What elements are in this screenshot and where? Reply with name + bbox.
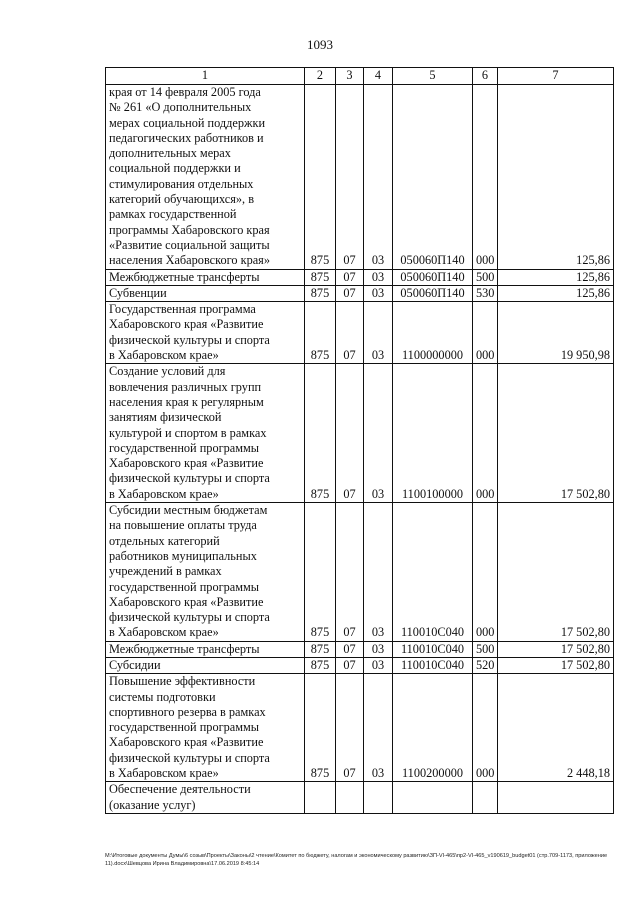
cell-item-name bbox=[106, 503, 305, 642]
cell-subsection: 03 bbox=[364, 285, 393, 301]
item-name-line: социальной поддержки и bbox=[109, 161, 241, 176]
cell-expense-type: 500 bbox=[473, 269, 498, 285]
cell-grbs: 875 bbox=[305, 503, 336, 642]
budget-table bbox=[105, 67, 614, 814]
item-name-line: Хабаровского края «Развитие bbox=[109, 735, 264, 750]
document-path-footer: M:\Итоговые документы Думы\6 созыв\Проекты\Законы\2 чтение\Комитет по бюджету, налогам и экономическому развитию\ЗП-VI-465\пр2-VI-465_v190619_budget01 (стр.709-1173, приложение 11).docx\Шевцова Ирина Владимировна\17.06.2019 8:45:14 bbox=[105, 853, 608, 867]
item-name-line: Субсидии местным бюджетам bbox=[109, 503, 268, 518]
cell-target-article: 1100000000 bbox=[393, 302, 473, 364]
table-row bbox=[106, 641, 614, 657]
cell-amount bbox=[498, 782, 614, 814]
cell-subsection: 03 bbox=[364, 503, 393, 642]
cell-grbs: 875 bbox=[305, 85, 336, 270]
cell-grbs: 875 bbox=[305, 674, 336, 782]
item-name-line: Обеспечение деятельности bbox=[109, 782, 251, 797]
cell-subsection bbox=[364, 782, 393, 814]
cell-subsection: 03 bbox=[364, 85, 393, 270]
cell-subsection: 03 bbox=[364, 674, 393, 782]
table-row bbox=[106, 503, 614, 642]
cell-expense-type: 500 bbox=[473, 641, 498, 657]
item-name-line: физической культуры и спорта bbox=[109, 471, 270, 486]
cell-target-article: 110010С040 bbox=[393, 641, 473, 657]
item-name-line: государственной программы bbox=[109, 440, 260, 455]
item-name-line: категорий обучающихся», в bbox=[109, 192, 255, 207]
table-header bbox=[106, 68, 614, 85]
item-name-line: Субвенции bbox=[109, 285, 167, 300]
cell-item-name bbox=[106, 657, 305, 673]
item-name-line: физической культуры и спорта bbox=[109, 750, 270, 765]
item-name-line: Хабаровского края «Развитие bbox=[109, 456, 264, 471]
cell-amount: 125,86 bbox=[498, 285, 614, 301]
cell-amount: 17 502,80 bbox=[498, 503, 614, 642]
item-name-line: Создание условий для bbox=[109, 364, 226, 379]
header-row bbox=[106, 68, 614, 85]
item-name-line: системы подготовки bbox=[109, 689, 216, 704]
cell-amount: 17 502,80 bbox=[498, 657, 614, 673]
cell-target-article: 1100200000 bbox=[393, 674, 473, 782]
cell-amount: 17 502,80 bbox=[498, 364, 614, 503]
cell-grbs: 875 bbox=[305, 364, 336, 503]
cell-target-article: 050060П140 bbox=[393, 285, 473, 301]
cell-section: 07 bbox=[336, 364, 364, 503]
cell-section: 07 bbox=[336, 657, 364, 673]
cell-item-name bbox=[106, 364, 305, 503]
table-row bbox=[106, 302, 614, 364]
cell-section: 07 bbox=[336, 269, 364, 285]
item-name-line: населения края к регулярным bbox=[109, 394, 264, 409]
item-name-line: края от 14 февраля 2005 года bbox=[109, 85, 261, 99]
cell-subsection: 03 bbox=[364, 364, 393, 503]
item-name-line: Государственная программа bbox=[109, 302, 256, 317]
cell-section bbox=[336, 782, 364, 814]
cell-item-name bbox=[106, 85, 305, 270]
cell-expense-type: 530 bbox=[473, 285, 498, 301]
cell-subsection: 03 bbox=[364, 657, 393, 673]
page-number: 1093 bbox=[307, 37, 333, 52]
cell-subsection: 03 bbox=[364, 302, 393, 364]
header-col-6: 6 bbox=[473, 68, 498, 85]
item-name-line: Повышение эффективности bbox=[109, 674, 256, 689]
item-name-line: спортивного резерва в рамках bbox=[109, 704, 266, 719]
item-name-line: дополнительных мерах bbox=[109, 146, 231, 161]
item-name-line: культурой и спортом в рамках bbox=[109, 425, 267, 440]
cell-section: 07 bbox=[336, 285, 364, 301]
cell-subsection: 03 bbox=[364, 269, 393, 285]
item-name-line: Хабаровского края «Развитие bbox=[109, 594, 264, 609]
item-name-line: физической культуры и спорта bbox=[109, 332, 270, 347]
cell-grbs: 875 bbox=[305, 302, 336, 364]
cell-amount: 125,86 bbox=[498, 269, 614, 285]
item-name-line: мерах социальной поддержки bbox=[109, 115, 266, 130]
header-col-4: 4 bbox=[364, 68, 393, 85]
item-name-line: Хабаровского края «Развитие bbox=[109, 317, 264, 332]
table-row bbox=[106, 85, 614, 270]
cell-amount: 125,86 bbox=[498, 85, 614, 270]
item-name-line: отдельных категорий bbox=[109, 533, 220, 548]
item-name-line: (оказание услуг) bbox=[109, 797, 196, 812]
cell-amount: 2 448,18 bbox=[498, 674, 614, 782]
item-name-line: вовлечения различных групп bbox=[109, 379, 262, 394]
cell-grbs: 875 bbox=[305, 285, 336, 301]
cell-grbs bbox=[305, 782, 336, 814]
cell-item-name bbox=[106, 782, 305, 814]
cell-expense-type: 000 bbox=[473, 674, 498, 782]
cell-section: 07 bbox=[336, 674, 364, 782]
item-name-line: в Хабаровском крае» bbox=[109, 625, 219, 640]
table-row bbox=[106, 782, 614, 814]
cell-grbs: 875 bbox=[305, 641, 336, 657]
cell-target-article: 050060П140 bbox=[393, 269, 473, 285]
cell-target-article bbox=[393, 782, 473, 814]
cell-expense-type: 000 bbox=[473, 364, 498, 503]
cell-amount: 17 502,80 bbox=[498, 641, 614, 657]
header-col-2: 2 bbox=[305, 68, 336, 85]
item-name-line: учреждений в рамках bbox=[109, 564, 222, 579]
cell-section: 07 bbox=[336, 503, 364, 642]
cell-target-article: 110010С040 bbox=[393, 503, 473, 642]
cell-section: 07 bbox=[336, 641, 364, 657]
table-row bbox=[106, 364, 614, 503]
cell-section: 07 bbox=[336, 85, 364, 270]
cell-item-name bbox=[106, 269, 305, 285]
item-name-line: Субсидии bbox=[109, 657, 161, 672]
cell-expense-type: 000 bbox=[473, 302, 498, 364]
table-row bbox=[106, 674, 614, 782]
header-col-3: 3 bbox=[336, 68, 364, 85]
cell-target-article: 110010С040 bbox=[393, 657, 473, 673]
item-name-line: в Хабаровском крае» bbox=[109, 348, 219, 363]
table-body bbox=[106, 85, 614, 814]
item-name-line: программы Хабаровского края bbox=[109, 222, 270, 237]
cell-section: 07 bbox=[336, 302, 364, 364]
item-name-line: физической культуры и спорта bbox=[109, 610, 270, 625]
table-row bbox=[106, 657, 614, 673]
header-col-5: 5 bbox=[393, 68, 473, 85]
header-col-7: 7 bbox=[498, 68, 614, 85]
cell-item-name bbox=[106, 674, 305, 782]
cell-target-article: 1100100000 bbox=[393, 364, 473, 503]
item-name-line: Межбюджетные трансферты bbox=[109, 269, 260, 284]
cell-grbs: 875 bbox=[305, 269, 336, 285]
header-col-1: 1 bbox=[106, 68, 305, 85]
cell-expense-type: 000 bbox=[473, 503, 498, 642]
item-name-line: на повышение оплаты труда bbox=[109, 518, 257, 533]
item-name-line: работников муниципальных bbox=[109, 548, 257, 563]
cell-item-name bbox=[106, 302, 305, 364]
cell-expense-type: 000 bbox=[473, 85, 498, 270]
item-name-line: Межбюджетные трансферты bbox=[109, 641, 260, 656]
table-row bbox=[106, 269, 614, 285]
item-name-line: государственной программы bbox=[109, 579, 260, 594]
cell-subsection: 03 bbox=[364, 641, 393, 657]
item-name-line: рамках государственной bbox=[109, 207, 237, 222]
cell-target-article: 050060П140 bbox=[393, 85, 473, 270]
item-name-line: стимулирования отдельных bbox=[109, 176, 254, 191]
item-name-line: «Развитие социальной защиты bbox=[109, 237, 270, 252]
item-name-line: педагогических работников и bbox=[109, 130, 264, 145]
item-name-line: занятиям физической bbox=[109, 410, 222, 425]
item-name-line: населения Хабаровского края» bbox=[109, 253, 270, 268]
item-name-line: № 261 «О дополнительных bbox=[109, 100, 252, 115]
cell-expense-type: 520 bbox=[473, 657, 498, 673]
cell-expense-type bbox=[473, 782, 498, 814]
cell-grbs: 875 bbox=[305, 657, 336, 673]
item-name-line: в Хабаровском крае» bbox=[109, 486, 219, 501]
table-row bbox=[106, 285, 614, 301]
cell-amount: 19 950,98 bbox=[498, 302, 614, 364]
item-name-line: в Хабаровском крае» bbox=[109, 766, 219, 781]
item-name-line: государственной программы bbox=[109, 720, 260, 735]
cell-item-name bbox=[106, 641, 305, 657]
cell-item-name bbox=[106, 285, 305, 301]
